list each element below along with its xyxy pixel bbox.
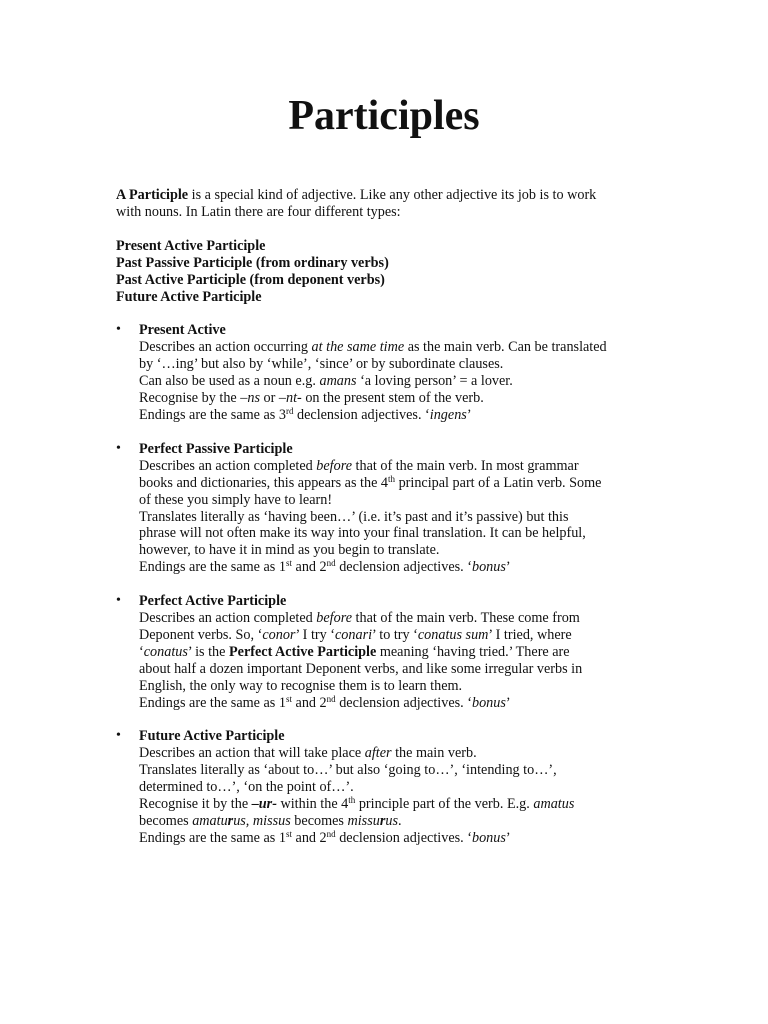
section-line: English, the only way to recognise them is to learn them. <box>139 677 463 694</box>
section-line: however, to have it in mind as you begin to translate. <box>139 542 440 559</box>
participle-types-list <box>116 238 656 306</box>
section-line: Can also be used as a noun e.g. amans ‘a loving person’ = a lover. <box>139 373 513 390</box>
intro-term: A Participle <box>116 187 189 203</box>
section-line: Endings are the same as 1st and 2nd declension adjectives. ‘bonus’ <box>139 693 511 711</box>
type-item: Past Passive Participle (from ordinary verbs) <box>116 254 389 271</box>
section-line: phrase will not often make its way into your final translation. It can be helpful, <box>139 525 586 542</box>
section-line: of these you simply have to learn! <box>139 491 333 508</box>
section-line: Endings are the same as 1st and 2nd declension adjectives. ‘bonus’ <box>139 828 511 846</box>
section-line: Describes an action completed before that of the main verb. In most grammar <box>139 457 579 474</box>
intro-paragraph <box>116 187 656 221</box>
section-line: Recognise it by the –ur- within the 4th principle part of the verb. E.g. amatus <box>139 795 575 813</box>
bullet-icon: • <box>116 440 121 456</box>
section-future-active <box>116 728 656 846</box>
section-present-active <box>116 322 656 423</box>
type-item: Present Active Participle <box>116 237 266 254</box>
section-line: Recognise by the –ns or –nt- on the present stem of the verb. <box>139 390 484 407</box>
bullet-icon: • <box>116 593 121 609</box>
bullet-icon: • <box>116 728 121 744</box>
section-line: Describes an action that will take place after the main verb. <box>139 745 477 762</box>
section-perfect-passive <box>116 441 656 576</box>
bullet-icon: • <box>116 322 121 338</box>
section-heading: Perfect Passive Participle <box>139 440 293 457</box>
section-line: Describes an action occurring at the same time as the main verb. Can be translated <box>139 339 607 356</box>
section-heading: Present Active <box>139 322 226 339</box>
section-line: Deponent verbs. So, ‘conor’ I try ‘conari’ to try ‘conatus sum’ I tried, where <box>139 626 572 643</box>
page-title: Participles <box>288 93 480 139</box>
section-line: Translates literally as ‘about to…’ but also ‘going to…’, ‘intending to…’, <box>139 762 557 779</box>
type-item: Past Active Participle (from deponent verbs) <box>116 271 385 288</box>
section-line: becomes amaturus, missus becomes missurus. <box>139 813 402 829</box>
section-heading: Future Active Participle <box>139 728 285 745</box>
type-item: Future Active Participle <box>116 288 262 305</box>
section-line: about half a dozen important Deponent verbs, and like some irregular verbs in <box>139 660 583 677</box>
document-body <box>116 187 656 847</box>
section-line: ‘conatus’ is the Perfect Active Participle meaning ‘having tried.’ There are <box>139 643 570 660</box>
section-line: Endings are the same as 1st and 2nd declension adjectives. ‘bonus’ <box>139 558 511 576</box>
intro-text: is a special kind of adjective. Like any other adjective its job is to work <box>188 187 597 203</box>
section-heading: Perfect Active Participle <box>139 593 287 610</box>
section-line: by ‘…ing’ but also by ‘while’, ‘since’ or by subordinate clauses. <box>139 356 504 373</box>
section-line: books and dictionaries, this appears as the 4th principal part of a Latin verb. Some <box>139 473 602 491</box>
intro-text: with nouns. In Latin there are four different types: <box>116 203 401 220</box>
section-perfect-active <box>116 593 656 711</box>
section-line: Endings are the same as 3rd declension adjectives. ‘ingens’ <box>139 405 472 423</box>
section-line: determined to…’, ‘on the point of…’. <box>139 779 354 796</box>
section-line: Translates literally as ‘having been…’ (i.e. it’s past and it’s passive) but this <box>139 508 569 525</box>
section-line: Describes an action completed before that of the main verb. These come from <box>139 610 580 627</box>
